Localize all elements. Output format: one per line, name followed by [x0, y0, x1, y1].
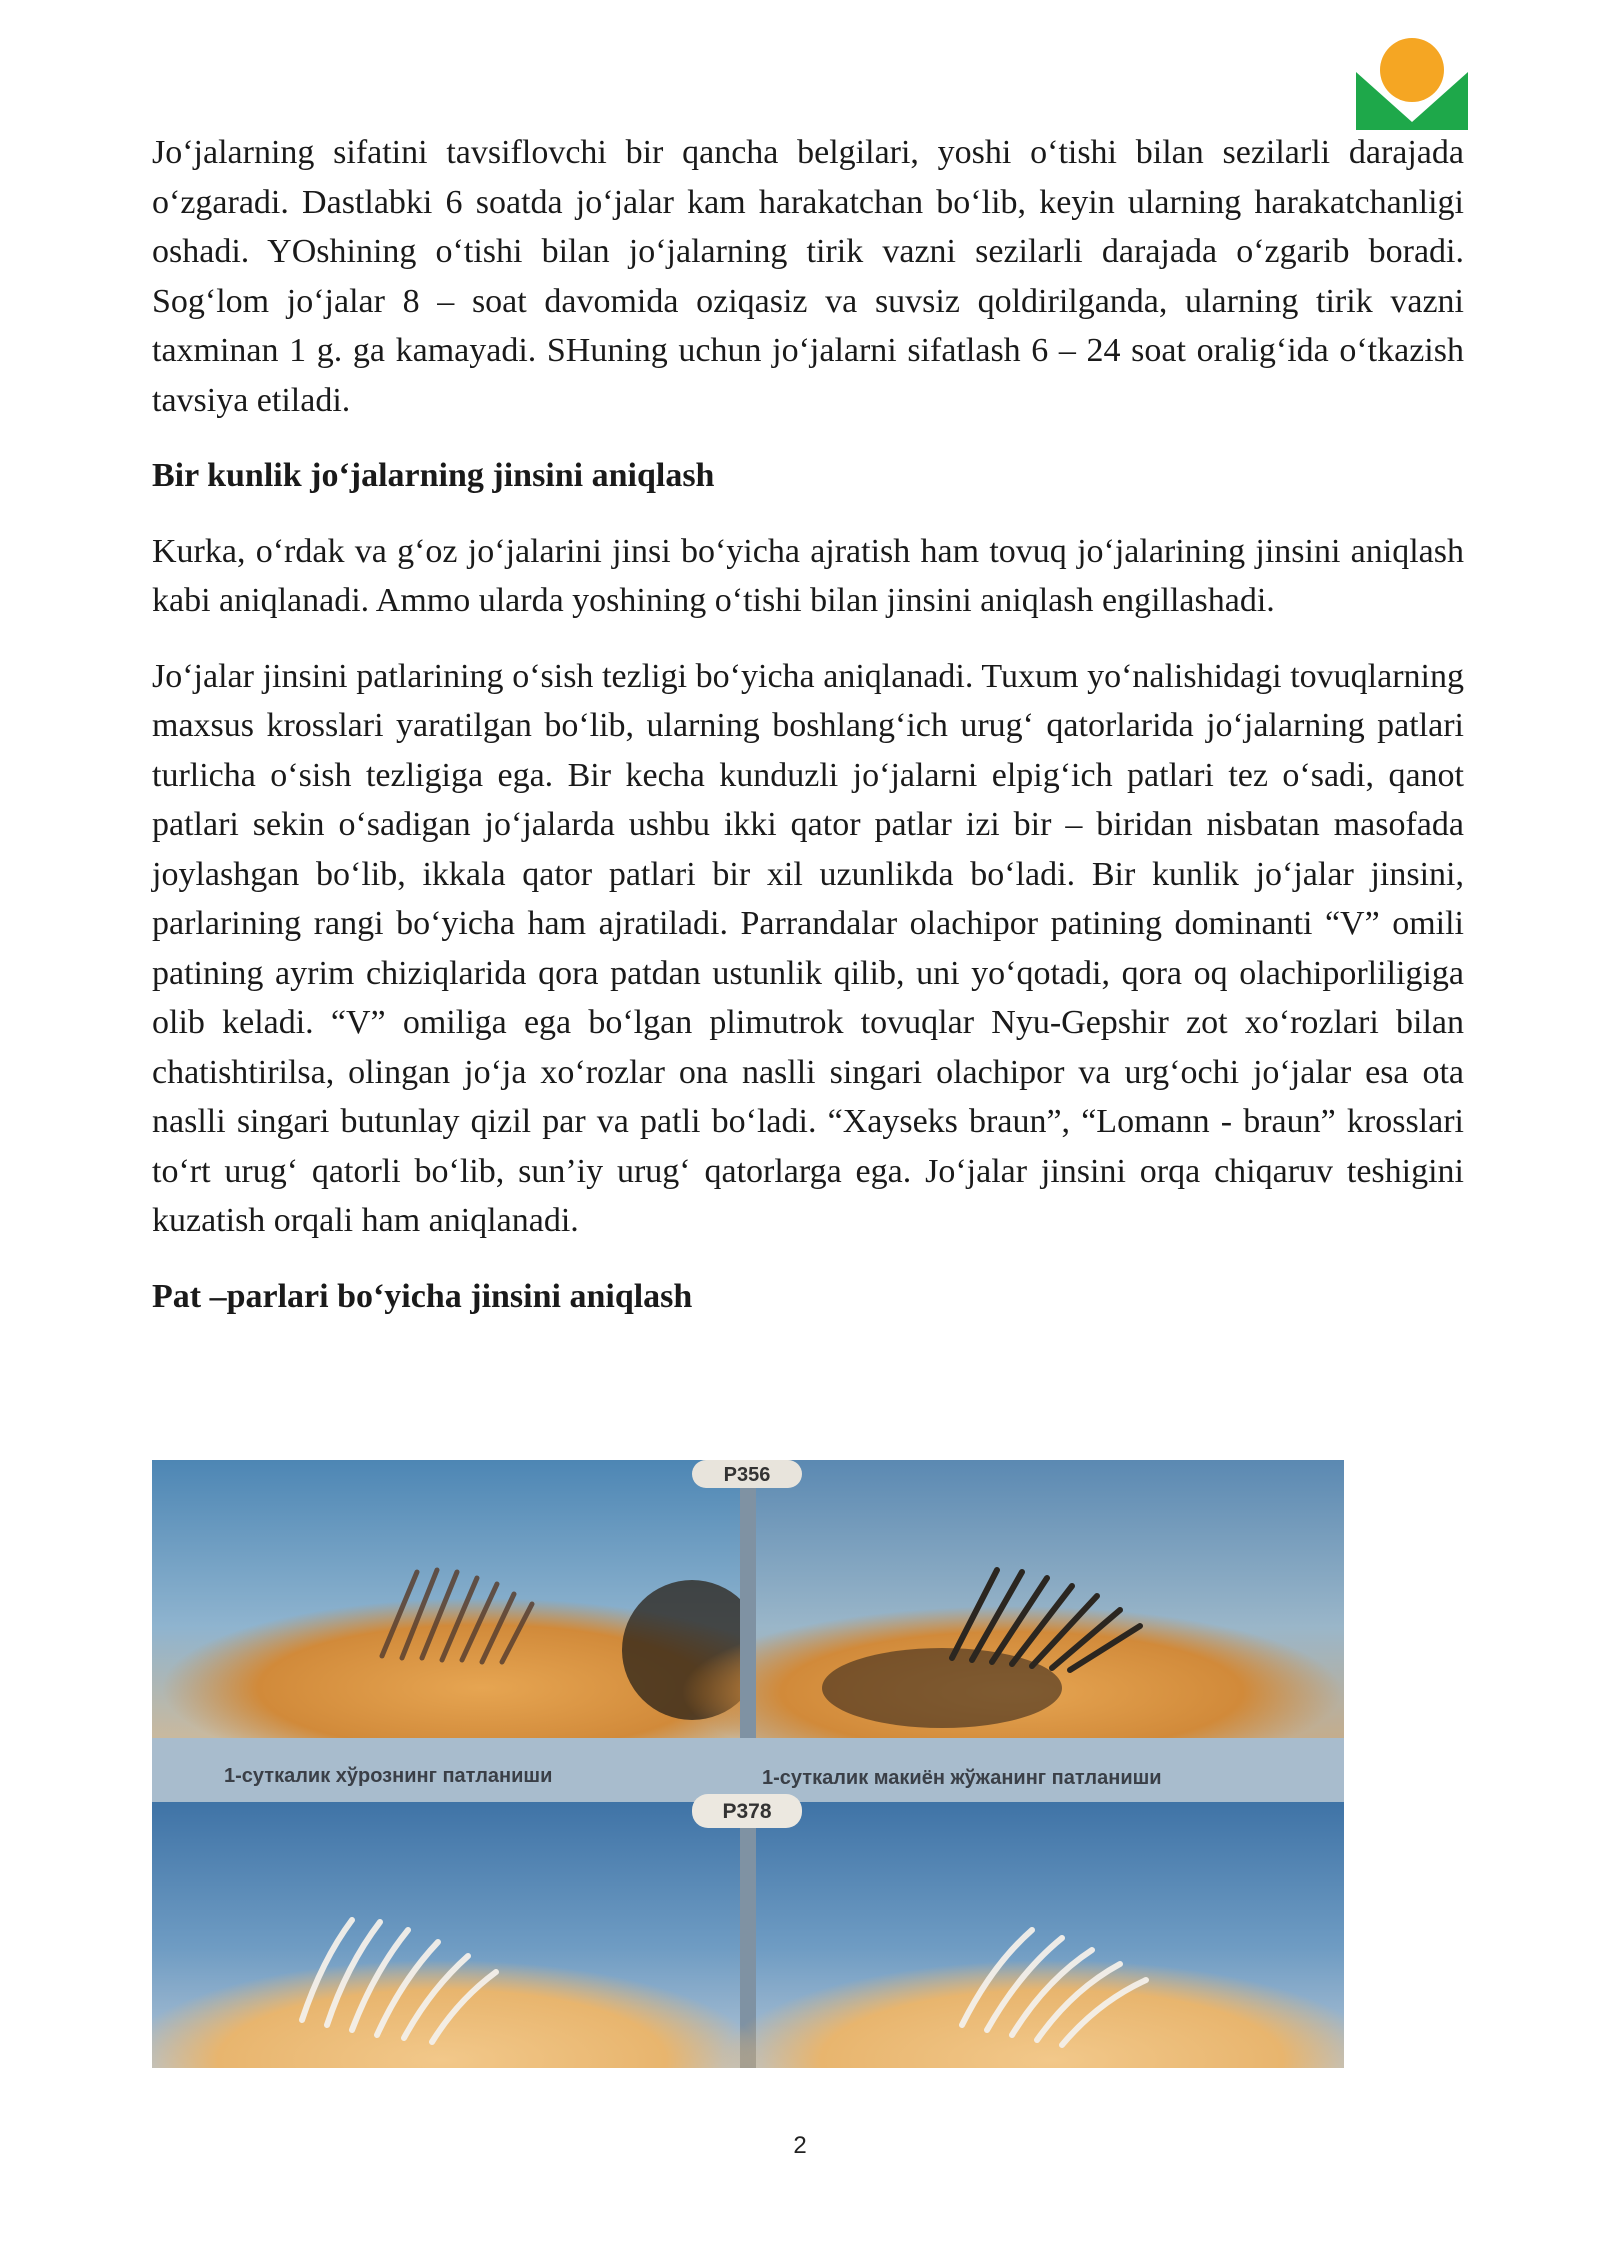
paragraph-3: Jo‘jalar jinsini patlarining o‘sish tezligi bo‘yicha aniqlanadi. Tuxum yo‘nalishidagi tovuqlarning maxsus krosslari yaratilgan bo‘lib, ularning boshlang‘ich urug‘ qatorlarida jo‘jalarning patlari turlicha o‘sish tezligiga ega. Bir kecha kunduzli jo‘jalarni elpig‘ich patlari tez o‘sadi, qanot patlari sekin o‘sadigan jo‘jalarda ushbu ikki qator patlar izi bir – biridan nisbatan masofada joylashgan bo‘lib, ikkala qator patlari bir xil uzunlikda bo‘ladi. Bir kunlik jo‘jalar jinsini, parlarining rangi bo‘yicha ham ajratiladi. Parrandalar olachipor patining dominanti “V” omili patining ayrim chiziqlarida qora patdan ustunlik qilib, uni yo‘qotadi, qora oq olachiporliligiga olib keladi. “V” omiliga ega bo‘lgan plimutrok tovuqlar Nyu-Gepshir zot xo‘rozlari bilan chatishtirilsa, olingan jo‘ja xo‘rozlar ona naslli singari olachipor va urg‘ochi jo‘jalar esa ota naslli singari butunlay qizil par va patli bo‘ladi. “Xayseks braun”, “Lomann - braun” krosslari to‘rt urug‘ qatorli bo‘lib, sun’iy urug‘ qatorlarga ega. Jo‘jalar jinsini orqa chiqaruv teshigini kuzatish orqali ham aniqlanadi.	[152, 657, 1464, 1239]
section-heading-2: Pat –parlari bo‘yicha jinsini aniqlash	[152, 1277, 693, 1315]
figure-tag-top: P356	[723, 1464, 771, 1486]
logo-icon	[1352, 30, 1470, 130]
section-heading-1: Bir kunlik jo‘jalarning jinsini aniqlash	[152, 457, 715, 494]
paragraph-2: Kurka, o‘rdak va g‘oz jo‘jalarini jinsi bo‘yicha ajratish ham tovuq jo‘jalarining jinsini aniqlash kabi aniqlanadi. Ammo ularda yoshining o‘tishi bilan jinsini aniqlash engillashadi.	[152, 532, 1464, 619]
page-number: 2	[793, 2132, 807, 2159]
figure-tag-bottom: P378	[722, 1800, 772, 1823]
figure-caption-right: 1-суткалик макиён жўжанинг патланиши	[762, 1767, 1162, 1789]
feather-sexing-photo	[152, 1460, 1344, 2068]
figure-caption-left: 1-суткалик хўрознинг патланиши	[224, 1765, 553, 1787]
paragraph-1: Jo‘jalarning sifatini tavsiflovchi bir qancha belgilari, yoshi o‘tishi bilan sezilarli darajada o‘zgaradi. Dastlabki 6 soatda jo‘jalar kam harakatchan bo‘lib, keyin ularning harakatchanligi oshadi. YOshining o‘tishi bilan jo‘jalarning tirik vazni sezilarli darajada o‘zgarib boradi. Sog‘lom jo‘jalar 8 – soat davomida oziqasiz va suvsiz qoldirilganda, ularning tirik vazni taxminan 1 g. ga kamayadi. SHuning uchun jo‘jalarni sifatlash 6 – 24 soat oralig‘ida o‘tkazish tavsiya etiladi.	[152, 134, 1464, 419]
document-body	[152, 128, 1464, 1347]
